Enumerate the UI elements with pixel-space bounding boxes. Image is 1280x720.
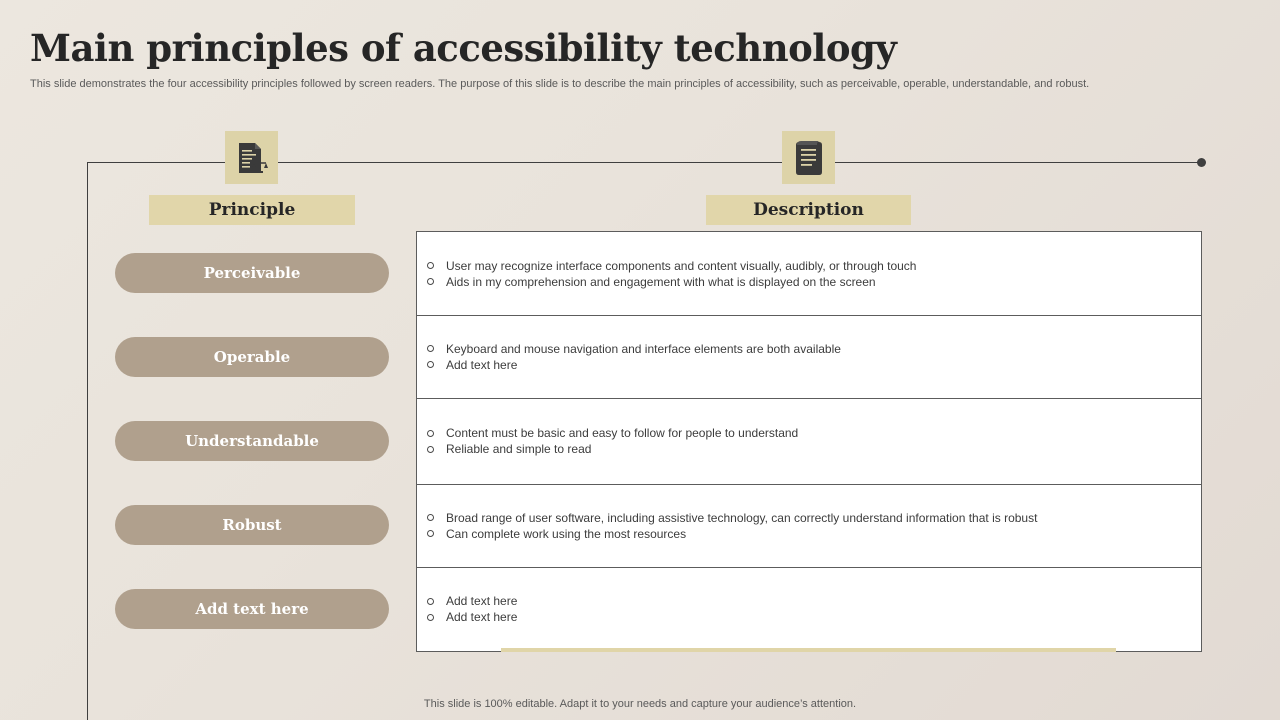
slide-footer: This slide is 100% editable. Adapt it to your needs and capture your audience’s attention.: [423, 698, 857, 710]
description-bullet: Add text here: [417, 357, 1201, 373]
table-row: [417, 232, 1201, 316]
bullet-circle-icon: [427, 530, 434, 537]
principle-pill-add-text: Add text here: [115, 589, 389, 629]
description-bullet: Keyboard and mouse navigation and interface elements are both available: [417, 341, 1201, 357]
bullet-circle-icon: [427, 278, 434, 285]
bullet-circle-icon: [427, 262, 434, 269]
principle-pill-understandable: Understandable: [115, 421, 389, 461]
description-bullet: Add text here: [417, 609, 1201, 625]
description-bullet: Reliable and simple to read: [417, 441, 1201, 457]
slide-title: Main principles of accessibility technology: [30, 26, 897, 70]
description-bullet: Can complete work using the most resources: [417, 526, 1201, 542]
table-row: [417, 484, 1201, 568]
description-table: [416, 231, 1202, 652]
bullet-circle-icon: [427, 598, 434, 605]
bullet-circle-icon: [427, 514, 434, 521]
description-bullet: User may recognize interface components and content visually, audibly, or through touch: [417, 258, 1201, 274]
description-bullet: Broad range of user software, including assistive technology, can correctly understand information that is robust: [417, 510, 1201, 526]
bullet-circle-icon: [427, 345, 434, 352]
legal-document-icon: [235, 141, 269, 175]
description-bullet: Add text here: [417, 593, 1201, 609]
connector-line-vertical: [87, 162, 88, 720]
scroll-document-icon: [794, 139, 824, 177]
bullet-circle-icon: [427, 614, 434, 621]
description-header: Description: [706, 195, 911, 225]
bullet-circle-icon: [427, 446, 434, 453]
bullet-circle-icon: [427, 361, 434, 368]
principle-pill-perceivable: Perceivable: [115, 253, 389, 293]
description-bullet: Aids in my comprehension and engagement with what is displayed on the screen: [417, 274, 1201, 290]
connector-end-dot: [1197, 158, 1206, 167]
principle-header: Principle: [149, 195, 355, 225]
principle-icon-box: [225, 131, 278, 184]
slide-subtitle: This slide demonstrates the four accessibility principles followed by screen readers. The purpose of this slide is to describe the main principles of accessibility, such as perceivable, operable, understandable, and robust.: [30, 78, 1090, 90]
table-row: [417, 315, 1201, 399]
description-icon-box: [782, 131, 835, 184]
table-accent-bar: [501, 648, 1116, 652]
description-bullet: Content must be basic and easy to follow for people to understand: [417, 425, 1201, 441]
principle-pill-robust: Robust: [115, 505, 389, 545]
table-row: [417, 567, 1201, 651]
bullet-circle-icon: [427, 430, 434, 437]
principle-pill-operable: Operable: [115, 337, 389, 377]
table-row: [417, 398, 1201, 485]
